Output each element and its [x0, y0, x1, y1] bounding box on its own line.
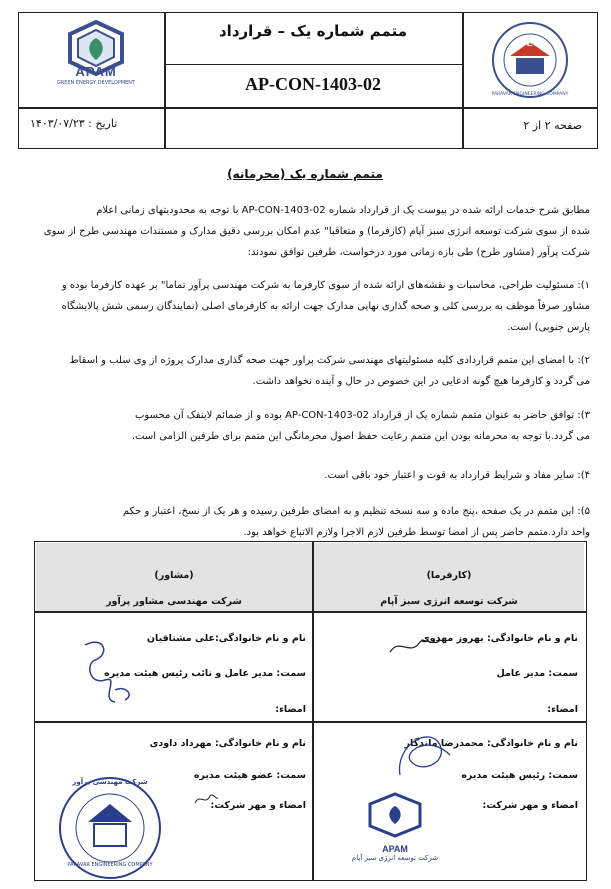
consultant-company: شرکت مهندسی مشاور پرآور	[106, 596, 242, 607]
apam-logo-subtext: GREEN ENERGY DEVELOPMENT	[56, 80, 136, 86]
employer-stamp-text: شرکت توسعه انرژی سبز آپام	[351, 854, 439, 862]
employer-person2-signature: امضاء و مهر شرکت:	[482, 800, 578, 811]
table-divider	[312, 541, 314, 881]
pec-logo	[482, 20, 578, 100]
employer-stamp	[350, 790, 440, 870]
consultant-person2-signature: امضاء و مهر شرکت:	[210, 800, 306, 811]
header-divider	[18, 107, 598, 109]
employer-stamp-title: APAM	[382, 844, 408, 854]
header-divider	[462, 12, 464, 149]
consultant-person1-signature: امضاء:	[275, 704, 306, 715]
employer-person1-title: سمت: مدیر عامل	[496, 668, 578, 679]
consultant-person2-title: سمت: عضو هیئت مدیره	[193, 770, 306, 781]
document-subtitle: متمم شماره یک (محرمانه)	[227, 167, 383, 181]
intro-paragraph: مطابق شرح خدمات ارائه شده در پیوست یک از قرارداد شماره AP-CON-1403-02 با توجه به محدودیتهای زمانی اعلام شده از سوی شرکت توسعه انرژی سبز آپام (کارفرما) و متعاقبا" عدم امکان بررسی دقیق مدارک و مستندات مهندسی طرح از سوی شرکت پرآور (مشاور طرح) طی بازه زمانی مورد درخواست، طرفین توافق نمودند:	[43, 205, 590, 258]
pec-logo-text: PEC	[520, 38, 540, 48]
employer-person1-signature: امضاء:	[547, 704, 578, 715]
consultant-ceo-signature	[75, 630, 145, 710]
employer-ceo-signature	[385, 632, 445, 662]
employer-person2-name: نام و نام خانوادگی: محمدرضا ماندگار	[404, 738, 578, 749]
contract-code: AP-CON-1403-02	[245, 74, 381, 94]
clause-2: ۲): با امضای این متمم قراردادی کلیه مسئولیتهای مهندسی شرکت پراور جهت صحه گذاری مدارک پروژه از وی سلب و اسقاط می گردد و کارفرما هیچ گونه ادعایی در این خصوص در حال و آینده نخواهد داشت.	[69, 355, 590, 387]
employer-role: (کارفرما)	[426, 570, 472, 581]
employer-chair-signature	[390, 715, 460, 795]
clause-1: ۱): مسئولیت طراحی، محاسبات و نقشه‌های ارائه شده از سوی کارفرما به شرکت مهندسی پرآور تماما" بر عهده کارفرما بوده و مشاور صرفاً موظف به بررسی کلی و صحه گذاری نهایی مدارک جهت ارائه به کارفرمای اصلی (نمایندگان رسمی شش پالایشگاه پارس جنوبی) است.	[61, 280, 590, 333]
consultant-person2-name: نام و نام خانوادگی: مهرداد داودی	[149, 738, 306, 749]
employer-person1-name: نام و نام خانوادگی: بهروز مهدوی	[420, 633, 578, 644]
clause-3: ۳): توافق حاضر به عنوان متمم شماره یک از قرارداد AP-CON-1403-02 بوده و از ضمائم لاینفک آن محسوب می گردد.با توجه به محرمانه بودن این متمم رعایت حفظ اصول محرمانگی این متمم برای طرفین الزامی است.	[131, 410, 590, 442]
pec-logo-ring-text: PARAVAR ENGINEERING COMPANY	[491, 92, 569, 97]
consultant-stamp-title: شرکت مهندسی پرآور	[72, 778, 148, 786]
page-number: صفحه ۲ از ۲	[523, 119, 582, 132]
consultant-person1-title: سمت: مدیر عامل و نائب رئیس هیئت مدیره	[104, 668, 306, 679]
apam-logo-text: APAM	[75, 64, 117, 79]
page-title: متمم شماره یک – قرارداد	[218, 22, 407, 40]
consultant-stamp-ring: PARAVAR ENGINEERING COMPANY	[67, 862, 153, 868]
employer-company: شرکت توسعه انرژی سبز آپام	[380, 596, 518, 607]
table-divider	[34, 611, 587, 613]
consultant-role: (مشاور)	[154, 570, 194, 581]
employer-person2-title: سمت: رئیس هیئت مدیره	[461, 770, 578, 781]
consultant-member-signature	[190, 788, 220, 808]
clause-4: ۴): سایر مفاد و شرایط قرارداد به قوت و اعتبار خود باقی است.	[324, 470, 590, 481]
clause-5: ۵): این متمم در یک صفحه ،پنج ماده و سه نسخه تنظیم و به امضای طرفین رسیده و هر یک از نسخ، اعتبار و حکم واحد دارد.متمم حاضر پس از امضا توسط طرفین لازم الاجرا ولازم الاتباع خواهد بود.	[122, 506, 590, 538]
table-divider	[34, 721, 587, 723]
consultant-person1-name: نام و نام خانوادگی:علی مشتاقیان	[146, 633, 306, 644]
header-divider	[164, 64, 462, 65]
date-label: تاریخ : ۱۴۰۳/۰۷/۲۳	[30, 117, 118, 130]
